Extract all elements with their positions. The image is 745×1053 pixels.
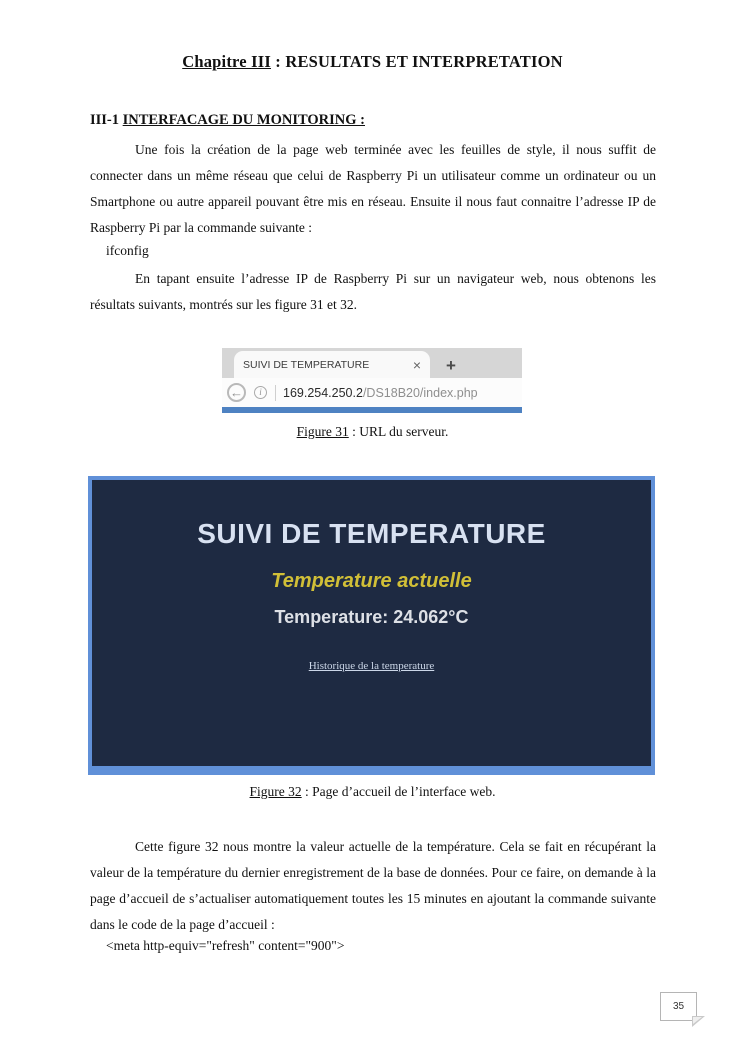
browser-tab-bar [222, 348, 522, 378]
info-icon[interactable]: i [254, 386, 267, 399]
figure-31-caption [0, 424, 745, 440]
paragraph-1: Une fois la création de la page web terminée avec les feuilles de style, il nous suffit de connecter dans un même réseau que celui de Raspberry Pi un utilisateur comme un ordinateur ou un Smartphone ou autre appareil pouvant être mis en réseau. Ensuite il nous faut connaitre l’adresse IP de Raspberry Pi par la commande suivante : [90, 142, 656, 235]
code-meta-refresh: <meta http-equiv="refresh" content="900"> [106, 938, 345, 953]
browser-toolbar [222, 378, 522, 407]
browser-tab[interactable] [234, 351, 430, 378]
dogear-fold-highlight [693, 1017, 702, 1024]
figure-31-browser-screenshot [222, 348, 522, 413]
figure-32-caption-label: Figure 32 [249, 784, 302, 799]
figure-32-caption-text: : Page d’accueil de l’interface web. [301, 784, 496, 799]
chapter-title [0, 52, 745, 72]
section-heading [90, 112, 365, 129]
chapter-title-underlined: Chapitre III [182, 52, 271, 71]
figure-32-caption [0, 784, 745, 800]
page-number-box [660, 992, 697, 1021]
url-host: 169.254.250.2 [283, 385, 363, 400]
page-number: 35 [672, 1001, 685, 1012]
webpage-temperature-reading: Temperature: 24.062°C [274, 607, 469, 627]
url-field[interactable] [283, 386, 478, 400]
command-ifconfig: ifconfig [106, 243, 149, 258]
section-number: III-1 [90, 112, 123, 128]
browser-accent-bar [222, 407, 522, 413]
tab-title: SUIVI DE TEMPERATURE [243, 358, 370, 371]
section-title: INTERFACAGE DU MONITORING : [122, 112, 365, 128]
figure-31-caption-text: : URL du serveur. [348, 424, 449, 439]
webpage-subtitle: Temperature actuelle [271, 570, 472, 592]
figure-31-caption-label: Figure 31 [296, 424, 349, 439]
chapter-title-rest: : RESULTATS ET INTERPRETATION [270, 52, 563, 71]
webpage-history-link-row [92, 660, 651, 672]
figure-32-webpage-screenshot [88, 476, 655, 775]
back-button-icon[interactable]: ← [227, 383, 246, 402]
webpage-title: SUIVI DE TEMPERATURE [197, 518, 546, 549]
url-separator [275, 385, 276, 401]
paragraph-3: Cette figure 32 nous montre la valeur actuelle de la température. Cela se fait en récupérant la valeur de la température du dernier enregistrement de la base de données. Pour ce faire, on demande à la page d’accueil de s’actualiser automatiquement toutes les 15 minutes en ajoutant la commande suivante dans le code de la page d’accueil : [90, 839, 656, 932]
paragraph-2: En tapant ensuite l’adresse IP de Raspberry Pi sur un navigateur web, nous obtenons les résultats suivants, montrés sur les figure 31 et 32. [90, 271, 656, 312]
url-path: /DS18B20/index.php [362, 385, 478, 400]
new-tab-icon[interactable]: + [446, 356, 456, 375]
tab-close-icon[interactable]: × [412, 356, 421, 373]
history-link[interactable]: Historique de la temperature [308, 660, 435, 672]
